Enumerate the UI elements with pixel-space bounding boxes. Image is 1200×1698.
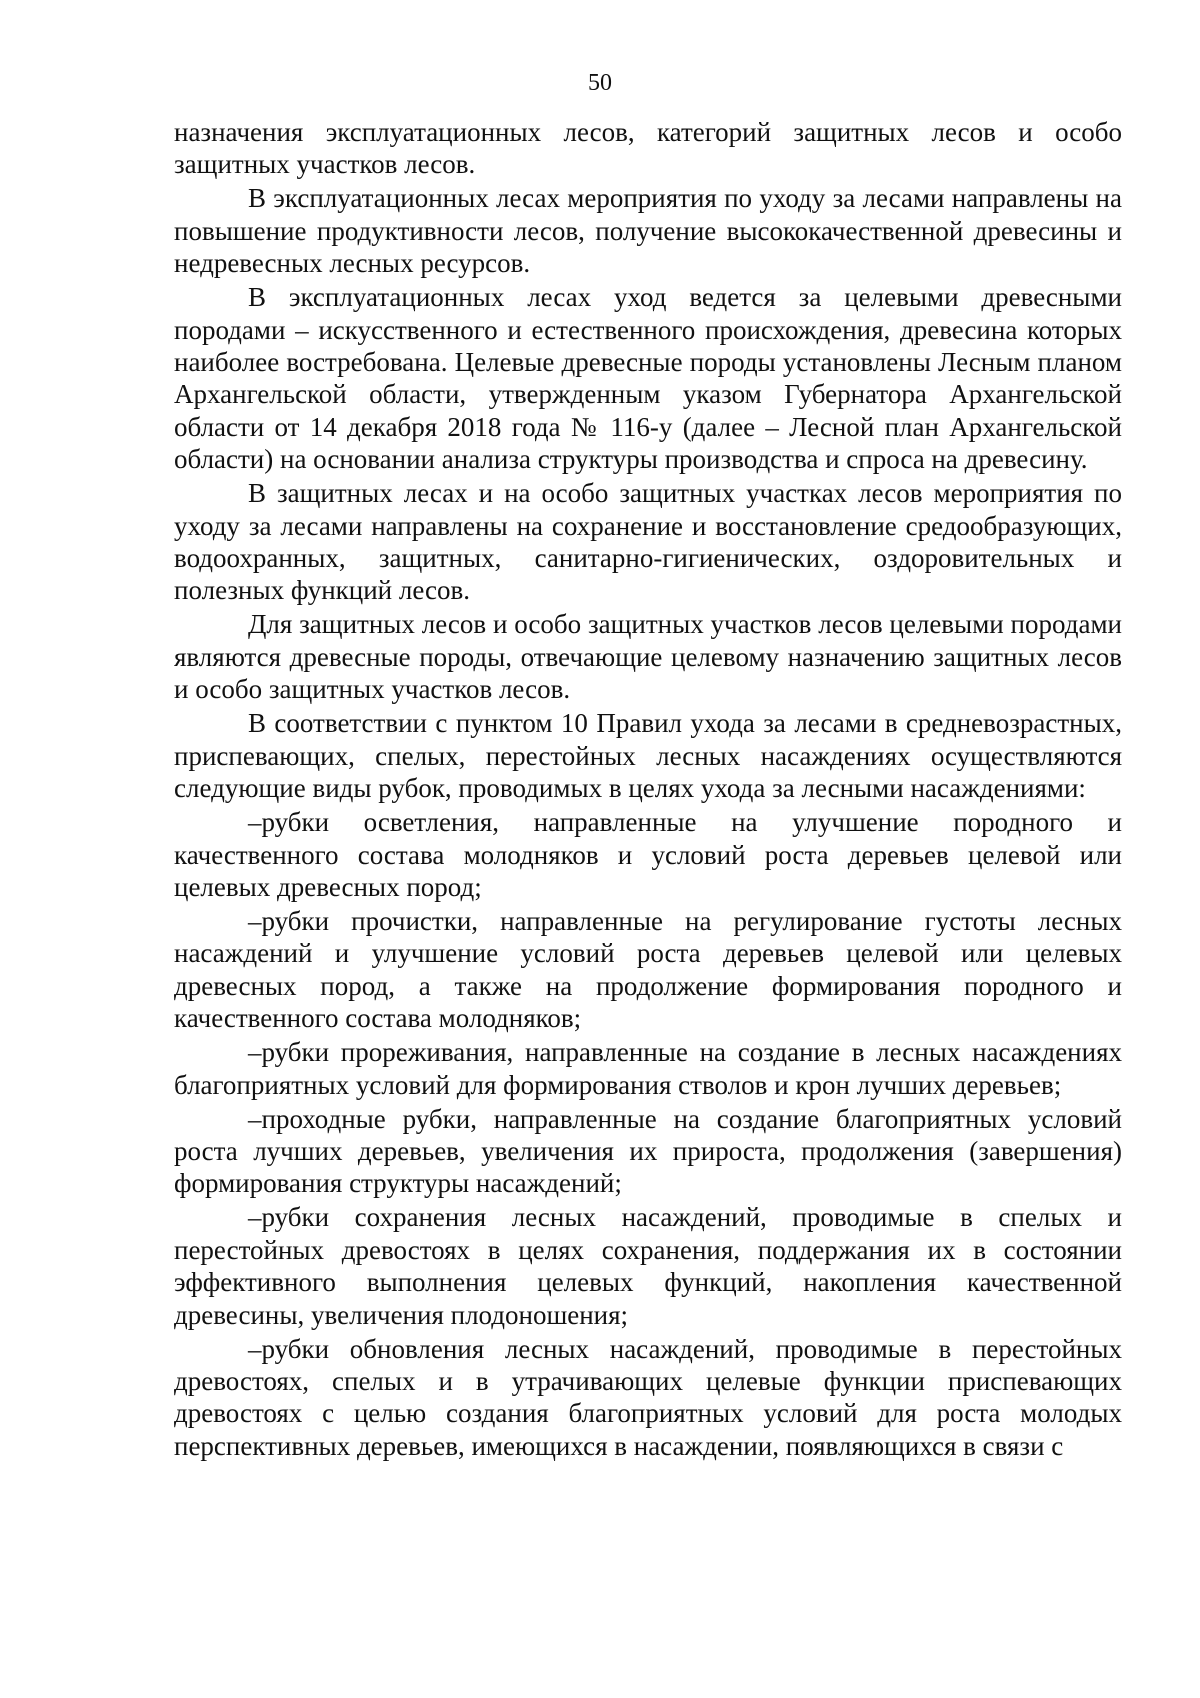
paragraph-target-species: В эксплуатационных лесах уход ведется за целевыми древесными породами – искусственного и естественного происхождения, древесина которых наиболее востребована. Целевые древесные породы установлены Лесным планом Архангельской области, утвержденным указом Губернатора Архангельской области от 14 декабря 2018 года № 116-у (далее – Лесной план Архангельской области) на основании анализа структуры производства и спроса на древесину. [174,282,1122,475]
paragraph-exploitation-goals: В эксплуатационных лесах мероприятия по уходу за лесами направлены на повышение продуктивности лесов, получение высококачественной древесины и недревесных лесных ресурсов. [174,183,1122,279]
list-item-cleaning-felling: –рубки прочистки, направленные на регулирование густоты лесных насаждений и улучшение условий роста деревьев целевой или целевых древесных пород, а также на продолжение формирования породного и качественного состава молодняков; [174,905,1122,1034]
document-body [174,116,1122,1464]
list-item-preservation-felling: –рубки сохранения лесных насаждений, проводимые в спелых и перестойных древостоях в целях сохранения, поддержания их в состоянии эффективного выполнения целевых функций, накопления качественной древесины, увеличения плодоношения; [174,1202,1122,1330]
list-item-clearing-felling: –рубки осветления, направленные на улучшение породного и качественного состава молодняков и условий роста деревьев целевой или целевых древесных пород; [174,807,1122,902]
list-item-renewal-felling: –рубки обновления лесных насаждений, проводимые в перестойных древостоях, спелых и в утрачивающих целевые функции приспевающих древостоях с целью создания благоприятных условий для роста молодых перспективных деревьев, имеющихся в насаждении, появляющихся в связи с [174,1333,1122,1461]
list-item-thinning-felling: –рубки прореживания, направленные на создание в лесных насаждениях благоприятных условий для формирования стволов и крон лучших деревьев; [174,1037,1122,1100]
paragraph-continuation: назначения эксплуатационных лесов, категорий защитных лесов и особо защитных участков лесов. [174,117,1122,180]
paragraph-protective-forests: В защитных лесах и на особо защитных участках лесов мероприятия по уходу за лесами направлены на сохранение и восстановление средообразующих, водоохранных, защитных, санитарно-гигиенических, оздоровительных и полезных функций лесов. [174,478,1122,606]
paragraph-felling-types-intro: В соответствии с пунктом 10 Правил ухода за лесами в средневозрастных, приспевающих, спелых, перестойных лесных насаждениях осуществляются следующие виды рубок, проводимых в целях ухода за лесными насаждениями: [174,708,1122,804]
list-item-passage-felling: –проходные рубки, направленные на создание благоприятных условий роста лучших деревьев, увеличения их прироста, продолжения (завершения) формирования структуры насаждений; [174,1103,1122,1199]
page-number: 50 [588,70,612,96]
paragraph-protective-target-species: Для защитных лесов и особо защитных участков лесов целевыми породами являются древесные породы, отвечающие целевому назначению защитных лесов и особо защитных участков лесов. [174,609,1122,705]
